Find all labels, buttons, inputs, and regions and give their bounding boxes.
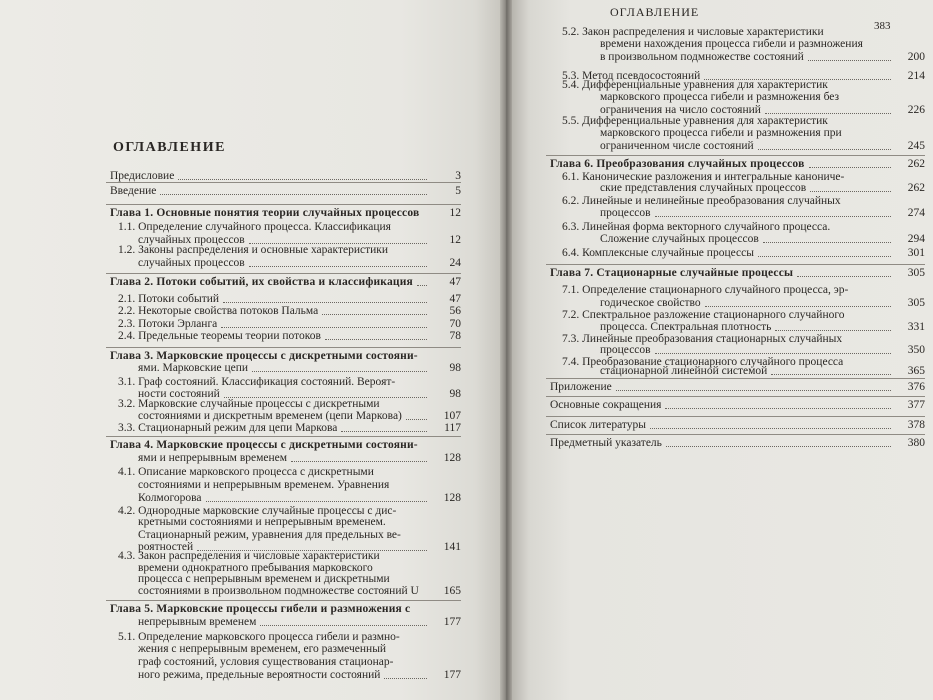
toc-entry-line: 2.2. Некоторые свойства потоков Пальма <box>118 305 319 317</box>
leader-dots <box>406 419 427 420</box>
toc-chapter-heading: Глава 5. Марковские процессы гибели и размножения с <box>110 603 411 615</box>
toc-entry-line: Список литературы <box>550 419 646 431</box>
toc-page-number: 5 <box>455 185 461 197</box>
right-page <box>512 0 933 700</box>
toc-page-number: 117 <box>444 422 461 434</box>
leader-dots <box>758 256 891 257</box>
leader-dots <box>810 191 891 192</box>
leader-dots <box>705 306 891 307</box>
toc-entry-line: процесса. Спектральная плотность <box>600 321 772 333</box>
toc-page-number: 331 <box>907 321 925 333</box>
section-separator <box>546 416 925 417</box>
toc-entry-line: 7.4. Преобразование стационарного случайного процесса <box>562 356 844 368</box>
toc-entry-line: 5.3. Метод псевдосостояний <box>562 70 701 82</box>
toc-entry-line: 1.1. Определение случайного процесса. Классификация <box>118 221 391 233</box>
toc-page-number: 107 <box>443 410 461 422</box>
toc-entry-line: 1.2. Законы распределения и основные характеристики <box>118 244 389 256</box>
book-spine <box>500 0 512 700</box>
toc-page-number: 47 <box>449 293 461 305</box>
toc-entry-line: 3.2. Марковские случайные процессы с дискретными <box>118 398 380 410</box>
toc-page-number: 165 <box>443 585 461 597</box>
toc-page-number: 12 <box>449 207 461 219</box>
leader-dots <box>197 550 427 551</box>
toc-entry-line: 4.3. Закон распределения и числовые характеристики <box>118 550 380 562</box>
toc-chapter-heading: Глава 3. Марковские процессы с дискретными состояни- <box>110 350 418 362</box>
toc-page-number: 98 <box>449 362 461 374</box>
leader-dots <box>650 428 891 429</box>
toc-entry-line: 3.1. Граф состояний. Классификация состояний. Вероят- <box>118 376 396 388</box>
leader-dots <box>249 243 427 244</box>
toc-page-number: 56 <box>449 305 461 317</box>
section-separator <box>546 378 925 379</box>
toc-page-number: 214 <box>907 70 925 82</box>
toc-entry-line: состояниями и непрерывным временем. Уравнения <box>138 479 390 491</box>
toc-entry-line: годическое свойство <box>600 297 701 309</box>
toc-page-number: 47 <box>449 276 461 288</box>
leader-dots <box>384 678 427 679</box>
leader-dots <box>252 371 427 372</box>
section-separator <box>106 204 461 205</box>
toc-entry-line: граф состояний, условия существования стационар- <box>138 656 394 668</box>
toc-page-number: 380 <box>907 437 925 449</box>
leader-dots <box>260 625 427 626</box>
toc-entry-line: состояниями и дискретным временем (цепи Маркова) <box>138 410 402 422</box>
toc-page-number: 262 <box>907 182 925 194</box>
toc-page-number: 70 <box>449 318 461 330</box>
toc-page-number: 378 <box>907 419 925 431</box>
leader-dots <box>291 461 427 462</box>
toc-entry-line: 7.2. Спектральное разложение стационарного случайного <box>562 309 845 321</box>
toc-page-number: 98 <box>449 388 461 400</box>
toc-entry-line: Основные сокращения <box>550 399 662 411</box>
toc-page-number: 350 <box>907 344 925 356</box>
toc-page-number: 376 <box>907 381 925 393</box>
toc-entry-line: ями. Марковские цепи <box>138 362 249 374</box>
toc-entry-line: 4.2. Однородные марковские случайные процессы с дис- <box>118 505 397 517</box>
section-separator <box>106 182 461 183</box>
toc-entry-line: процесса с непрерывным временем и дискретными <box>138 573 390 585</box>
running-header: ОГЛАВЛЕНИЕ <box>610 5 700 19</box>
toc-entry-line: 6.2. Линейные и нелинейные преобразования случайных <box>562 195 841 207</box>
leader-dots <box>655 353 891 354</box>
section-separator <box>546 155 925 156</box>
toc-title: ОГЛАВЛЕНИЕ <box>113 140 226 155</box>
leader-dots <box>224 397 427 398</box>
toc-entry-line: ями и непрерывным временем <box>138 452 288 464</box>
toc-entry-line: Колмогорова <box>138 492 202 504</box>
toc-chapter-heading: Глава 7. Стационарные случайные процессы <box>550 267 794 279</box>
leader-dots <box>665 408 891 409</box>
leader-dots <box>178 179 427 180</box>
leader-dots <box>655 216 891 217</box>
toc-page-number: 262 <box>907 158 925 170</box>
toc-entry-line: Предисловие <box>110 170 175 182</box>
section-separator <box>546 396 925 397</box>
section-separator <box>106 436 461 437</box>
toc-entry-line: 5.4. Дифференциальные уравнения для характеристик <box>562 79 828 91</box>
toc-entry-line: процессов <box>600 344 651 356</box>
toc-page-number: 294 <box>907 233 925 245</box>
toc-page-number: 128 <box>443 492 461 504</box>
leader-dots <box>809 167 892 168</box>
toc-entry-line: состояниями в произвольном подмножестве состояний U <box>138 585 419 597</box>
toc-page-number: 141 <box>443 541 461 553</box>
leader-dots <box>763 242 891 243</box>
leader-dots <box>616 390 891 391</box>
toc-page-number: 305 <box>907 267 925 279</box>
toc-entry-line: 6.4. Комплексные случайные процессы <box>562 247 754 259</box>
toc-entry-line: марковского процесса гибели и размножения без <box>600 91 840 103</box>
toc-entry-line: 6.1. Канонические разложения и интегральные канониче- <box>562 171 845 183</box>
toc-entry-line: 2.3. Потоки Эрланга <box>118 318 218 330</box>
toc-entry-line: ограниченном числе состояний <box>600 140 754 152</box>
leader-dots <box>765 113 891 114</box>
toc-chapter-heading: Глава 4. Марковские процессы с дискретными состояни- <box>110 439 418 451</box>
toc-entry-line: случайных процессов <box>138 257 245 269</box>
leader-dots <box>797 276 891 277</box>
toc-chapter-heading: Глава 2. Потоки событий, их свойства и классификация <box>110 276 413 288</box>
toc-page-number: 12 <box>449 234 461 246</box>
toc-page-number: 24 <box>449 257 461 269</box>
leader-dots <box>325 339 427 340</box>
toc-entry-line: Предметный указатель <box>550 437 662 449</box>
toc-entry-line: непрерывным временем <box>138 616 257 628</box>
toc-page-number: 200 <box>907 51 925 63</box>
leader-dots <box>808 60 891 61</box>
toc-page-number: 274 <box>907 207 925 219</box>
toc-entry-line: 3.3. Стационарный режим для цепи Маркова <box>118 422 338 434</box>
leader-dots <box>666 446 891 447</box>
leader-dots <box>249 266 427 267</box>
leader-dots <box>221 327 427 328</box>
toc-page-number: 305 <box>907 297 925 309</box>
toc-chapter-heading: Глава 6. Преобразования случайных процессов <box>550 158 805 170</box>
leader-dots <box>341 431 427 432</box>
toc-page-number: 245 <box>907 140 925 152</box>
toc-entry-line: Приложение <box>550 381 612 393</box>
toc-entry-line: 2.4. Предельные теоремы теории потоков <box>118 330 321 342</box>
section-separator <box>106 347 461 348</box>
toc-page-number: 365 <box>907 365 925 377</box>
toc-entry-line: жения с непрерывным временем, его размеченный <box>138 643 387 655</box>
toc-entry-line: 5.5. Дифференциальные уравнения для характеристик <box>562 115 828 127</box>
leader-dots <box>322 314 427 315</box>
toc-page-number: 226 <box>907 104 925 116</box>
toc-entry-line: Сложение случайных процессов <box>600 233 759 245</box>
section-separator <box>546 434 925 435</box>
toc-entry-line: ности состояний <box>138 388 220 400</box>
toc-page-number: 301 <box>907 247 925 259</box>
leader-dots <box>223 302 427 303</box>
toc-entry-line: ного режима, предельные вероятности состояний <box>138 669 381 681</box>
toc-entry-line: процессов <box>600 207 651 219</box>
toc-entry-line: 2.1. Потоки событий <box>118 293 220 305</box>
toc-page-number: 78 <box>449 330 461 342</box>
leader-dots <box>775 330 891 331</box>
toc-entry-line: стационарной линейной системой <box>600 365 768 377</box>
leader-dots <box>206 501 427 502</box>
toc-page-number: 177 <box>443 669 461 681</box>
toc-page-number: 177 <box>443 616 461 628</box>
section-separator <box>546 264 925 265</box>
toc-entry-line: 5.1. Определение марковского процесса гибели и размно- <box>118 631 400 643</box>
leader-dots <box>771 374 891 375</box>
toc-entry-line: ограничения на число состояний <box>600 104 761 116</box>
toc-entry-line: 4.1. Описание марковского процесса с дискретными <box>118 466 374 478</box>
toc-entry-line: 7.1. Определение стационарного случайного процесса, эр- <box>562 284 849 296</box>
toc-entry-line: Стационарный режим, уравнения для предельных ве- <box>138 529 401 541</box>
toc-entry-line: в произвольном подмножестве состояний <box>600 51 804 63</box>
toc-entry-line: марковского процесса гибели и размножения при <box>600 127 842 139</box>
toc-entry-line: случайных процессов <box>138 234 245 246</box>
toc-chapter-heading: Глава 1. Основные понятия теории случайных процессов <box>110 207 420 219</box>
toc-entry-line: Введение <box>110 185 157 197</box>
toc-entry-line: 7.3. Линейные преобразования стационарных случайных <box>562 333 843 345</box>
leader-dots <box>758 149 891 150</box>
toc-entry-line: роятностей <box>138 541 194 553</box>
section-separator <box>106 273 461 274</box>
section-separator <box>106 600 461 601</box>
toc-entry-line: 5.2. Закон распределения и числовые характеристики <box>562 26 824 38</box>
toc-page-number: 377 <box>907 399 925 411</box>
toc-entry-line: времени однократного пребывания марковского <box>138 562 373 574</box>
page-number: 383 <box>874 20 891 32</box>
toc-entry-line: времени нахождения процесса гибели и размножения <box>600 38 863 50</box>
leader-dots <box>417 285 427 286</box>
toc-page-number: 128 <box>443 452 461 464</box>
toc-entry-line: ские представления случайных процессов <box>600 182 807 194</box>
leader-dots <box>160 194 427 195</box>
toc-entry-line: 6.3. Линейная форма векторного случайного процесса. <box>562 221 831 233</box>
toc-page-number: 3 <box>455 170 461 182</box>
leader-dots <box>704 79 891 80</box>
toc-entry-line: кретными состояниями и непрерывным временем. <box>138 516 386 528</box>
